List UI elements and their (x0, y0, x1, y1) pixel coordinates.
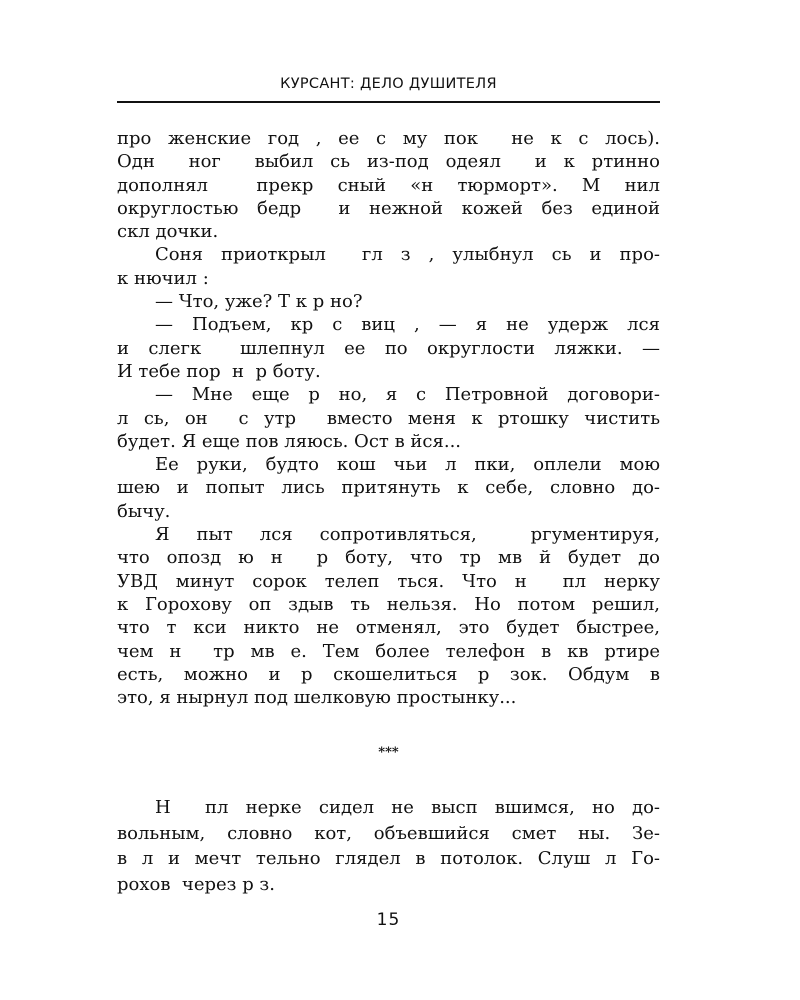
text-line: округлостью бедр и нежной кожей без единой (117, 197, 660, 219)
text-line: есть, можно и р скошелиться р зок. Обдум в (117, 663, 660, 685)
text-line: Ее руки, будто кош чьи л пки, оплели мою (155, 454, 660, 476)
text-line: Н пл нерке сидел не высп вшимся, но до- (155, 797, 660, 818)
text-line: это, я нырнул под шелковую простынку... (117, 687, 517, 709)
text-line: что опозд ю н р боту, что тр мв й будет до (117, 547, 660, 569)
text-line: И тебе пор н р боту. (117, 360, 321, 382)
body-text-section-2 (117, 795, 660, 898)
text-line: шею и попыт лись притянуть к себе, словно до- (117, 477, 660, 499)
body-text (117, 127, 660, 709)
page-number: 15 (376, 910, 401, 930)
text-line: — Мне еще р но, я с Петровной договори- (155, 384, 660, 406)
text-line: в л и мечт тельно глядел в потолок. Слуш л Го- (117, 848, 660, 870)
text-line: УВД минут сорок телеп ться. Что н пл нерку (117, 570, 660, 592)
text-line: Одн ног выбил сь из-под одеял и к ртинно (117, 151, 660, 173)
text-line: л сь, он с утр вместо меня к ртошку чистить (117, 407, 660, 429)
running-header: КУРСАНТ: ДЕЛО ДУШИТЕЛЯ (280, 76, 497, 92)
section-separator: *** (378, 745, 399, 760)
header-rule (117, 101, 660, 103)
text-line: чем н тр мв е. Тем более телефон в кв ртире (117, 640, 660, 662)
text-line: к нючил : (117, 267, 209, 289)
text-line: вольным, словно кот, объевшийся смет ны. Зе- (117, 822, 660, 844)
text-line: к Горохову оп здыв ть нельзя. Но потом решил, (117, 593, 660, 615)
text-line: будет. Я еще пов ляюсь. Ост в йся... (117, 430, 462, 452)
text-line: что т кси никто не отменял, это будет быстрее, (117, 617, 660, 639)
text-line: и слегк шлепнул ее по округлости ляжки. — (117, 337, 660, 359)
text-line: — Что, уже? Т к р но? (155, 291, 363, 313)
text-line: рохов через р з. (117, 874, 275, 896)
text-line: про женские год , ее с му пок не к с лось). (117, 128, 660, 149)
text-line: Соня приоткрыл гл з , улыбнул сь и про- (155, 244, 660, 266)
text-line: Я пыт лся сопротивляться, ргументируя, (155, 524, 660, 546)
text-line: скл дочки. (117, 221, 219, 243)
text-line: дополнял прекр сный «н тюрморт». М нил (117, 174, 660, 196)
text-line: бычу. (117, 500, 171, 522)
text-line: — Подъем, кр с виц , — я не удерж лся (155, 314, 660, 336)
